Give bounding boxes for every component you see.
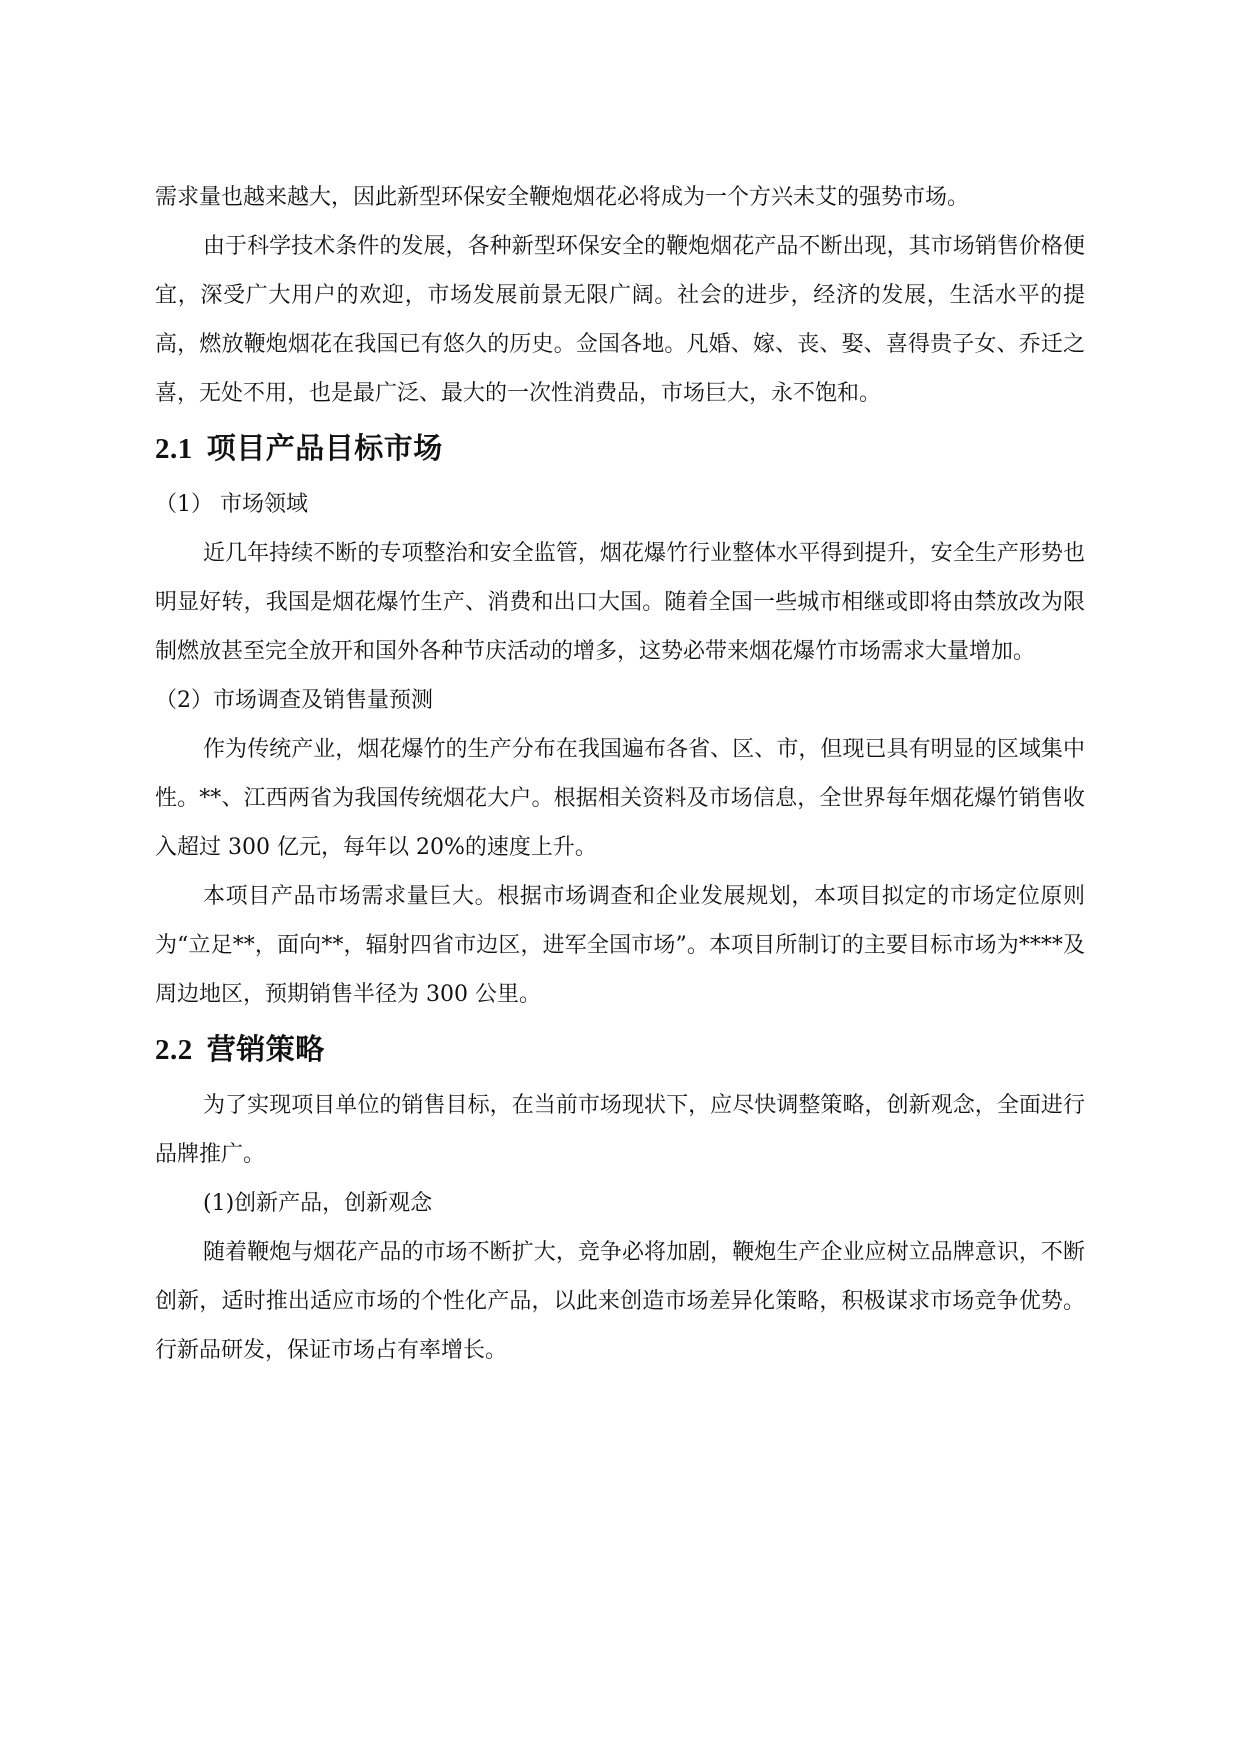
- section-heading-2-1: [155, 430, 1085, 467]
- section-heading-2-2: [155, 1031, 1085, 1068]
- paragraph-intro-continued: 需求量也越来越大，因此新型环保安全鞭炮烟花必将成为一个方兴未艾的强势市场。: [155, 185, 970, 210]
- section-number: 2.1: [155, 433, 193, 465]
- document-body: [155, 173, 1085, 1375]
- paragraph-market-field: 近几年持续不断的专项整治和安全监管，烟花爆竹行业整体水平得到提升，安全生产形势也明显好转，我国是烟花爆竹生产、消费和出口大国。随着全国一些城市相继或即将由禁放改为限制燃放甚至完全放开和国外各种节庆活动的增多，这势必带来烟花爆竹市场需求大量增加。: [155, 541, 1085, 664]
- paragraph-market-survey-1: 作为传统产业，烟花爆竹的生产分布在我国遍布各省、区、市，但现已具有明显的区域集中性。**、江西两省为我国传统烟花大户。根据相关资料及市场信息，全世界每年烟花爆竹销售收入超过 300 亿元，每年以 20%的速度上升。: [155, 737, 1085, 860]
- paragraph-market-survey-2: 本项目产品市场需求量巨大。根据市场调查和企业发展规划，本项目拟定的市场定位原则为“立足**，面向**，辐射四省市边区，进军全国市场”。本项目所制订的主要目标市场为****及周边地区，预期销售半径为 300 公里。: [155, 884, 1085, 1007]
- subheading-innovation: (1)创新产品，创新观念: [203, 1191, 433, 1216]
- section-number: 2.2: [155, 1034, 193, 1066]
- paragraph-market-development: 由于科学技术条件的发展，各种新型环保安全的鞭炮烟花产品不断出现，其市场销售价格便宜，深受广大用户的欢迎，市场发展前景无限广阔。社会的进步，经济的发展，生活水平的提高，燃放鞭炮烟花在我国已有悠久的历史。佥国各地。凡婚、嫁、丧、娶、喜得贵子女、乔迁之喜，无处不用，也是最广泛、最大的一次性消费品，市场巨大，永不饱和。: [155, 234, 1085, 406]
- section-title: 营销策略: [206, 1032, 325, 1066]
- paragraph-innovation: 随着鞭炮与烟花产品的市场不断扩大，竞争必将加剧，鞭炮生产企业应树立品牌意识，不断创新，适时推出适应市场的个性化产品，以此来创造市场差异化策略，积极谋求市场竞争优势。行新品研发，保证市场占有率增长。: [155, 1240, 1085, 1363]
- subheading-market-field: （1） 市场领域: [155, 492, 308, 517]
- section-title: 项目产品目标市场: [206, 431, 443, 465]
- subheading-market-survey: （2）市场调查及销售量预测: [155, 688, 433, 713]
- paragraph-marketing-intro: 为了实现项目单位的销售目标，在当前市场现状下，应尽快调整策略，创新观念，全面进行品牌推广。: [155, 1093, 1085, 1167]
